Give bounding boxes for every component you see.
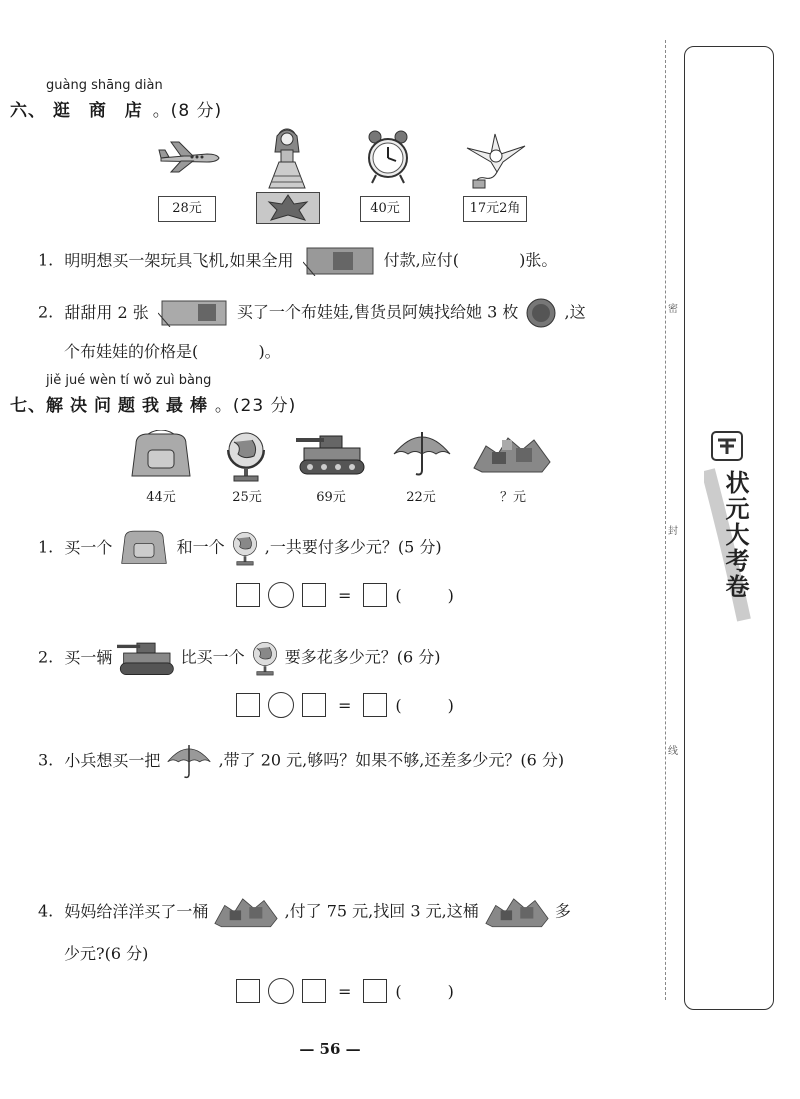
question-number: 2. [38, 302, 54, 322]
question-text: ,一共要付多少元？(5 分) [264, 537, 442, 557]
section7-title-char: 解 [46, 396, 64, 416]
item-price: 25元 [232, 490, 262, 505]
cut-mark: 线 [668, 746, 678, 757]
backpack-icon [128, 430, 194, 482]
coin-icon [525, 297, 557, 329]
item-price: 69元 [316, 490, 346, 505]
doll-icon [265, 126, 309, 192]
price-tag: 40元 [360, 196, 410, 222]
question-text: ,带了 20 元,够吗？如果不够,还差多少元？(6 分) [218, 750, 565, 770]
answer-box[interactable] [302, 583, 326, 607]
section7-pinyin: jiě jué wèn tí wǒ zuì bàng [46, 373, 212, 388]
section6-score: 。(8 分) [152, 101, 223, 121]
umbrella-icon [165, 742, 213, 780]
question-text: ,付了 75 元,找回 3 元,这桶 [284, 901, 479, 921]
equals-sign: = [338, 981, 352, 1001]
unit-paren-close: ) [447, 695, 454, 715]
banknote-10-yuan-icon [158, 299, 228, 327]
brand-name: 状元大考卷 [721, 470, 749, 600]
question-number: 4. [38, 901, 54, 921]
question-text: 比买一个 [180, 647, 245, 667]
globe-icon [224, 428, 268, 484]
section7-score: 。(23 分) [214, 396, 297, 416]
backpack-icon [117, 528, 171, 568]
toy-tank-icon [117, 638, 175, 678]
globe-icon [230, 528, 260, 568]
alarm-clock-icon [366, 128, 410, 186]
answer-box[interactable] [363, 979, 387, 1003]
price-tag-hidden [256, 192, 320, 224]
section7-title-char: 棒 [190, 396, 208, 416]
unit-paren-close: ) [447, 585, 454, 605]
section7-title-char: 我 [142, 396, 160, 416]
section7-title-char: 决 [70, 396, 88, 416]
section6-title-char: 商 [88, 101, 118, 121]
question-text: 个布娃娃的价格是( [64, 342, 199, 361]
answer-box[interactable] [236, 979, 260, 1003]
question-6-1 [38, 246, 557, 276]
section6-number: 六、 [10, 101, 46, 121]
question-text: 小兵想买一把 [64, 750, 161, 770]
equation-row [236, 692, 454, 718]
brand-logo [704, 430, 754, 630]
toy-bucket-icon [213, 894, 279, 930]
question-text: 妈妈给洋洋买了一桶 [64, 901, 209, 921]
star-sticker-icon [257, 193, 319, 223]
page-number: — 56 — [299, 1040, 361, 1058]
item-price: 44元 [146, 490, 176, 505]
answer-box[interactable] [363, 583, 387, 607]
section6-heading [10, 96, 222, 121]
kite-icon [465, 130, 527, 190]
section6-pinyin: guàng shāng diàn [46, 78, 163, 93]
question-text: 明明想买一架玩具飞机,如果全用 [64, 250, 294, 270]
equals-sign: = [338, 585, 352, 605]
umbrella-icon [392, 428, 452, 478]
question-7-4-cont: 少元?(6 分) [64, 944, 149, 963]
section7-title-char: 题 [118, 396, 136, 416]
question-7-4 [38, 894, 571, 930]
question-text: 买一个 [64, 537, 113, 557]
cut-mark: 密 [668, 304, 678, 315]
section7-number: 七、 [10, 396, 46, 416]
question-text: 和一个 [176, 537, 225, 557]
question-text: 甜甜用 2 张 [64, 302, 149, 322]
question-text: 买了一个布娃娃,售货员阿姨找给她 3 枚 [236, 302, 519, 322]
question-6-2 [38, 297, 586, 329]
question-number: 1. [38, 250, 54, 270]
section7-heading [10, 391, 296, 416]
price-tag: 28元 [158, 196, 216, 222]
question-text: 要多花多少元？(6 分) [284, 647, 441, 667]
operator-circle[interactable] [268, 582, 294, 608]
operator-circle[interactable] [268, 978, 294, 1004]
section7-title-char: 问 [94, 396, 112, 416]
question-6-2-cont [64, 342, 281, 361]
globe-icon [250, 638, 280, 678]
question-7-3 [38, 742, 564, 780]
banknote-100-yuan-icon [303, 246, 375, 276]
section6-title-char: 店 [124, 101, 146, 121]
question-text: 买一辆 [64, 647, 113, 667]
unit-paren-open: ( [395, 585, 402, 605]
question-number: 1. [38, 537, 54, 557]
cut-mark: 封 [668, 526, 678, 537]
toy-bucket-icon [484, 894, 550, 930]
equation-row [236, 582, 454, 608]
toy-bucket-icon [472, 432, 552, 476]
operator-circle[interactable] [268, 692, 294, 718]
item-price: 22元 [406, 490, 436, 505]
airplane-icon [157, 140, 221, 174]
question-text: )张。 [519, 250, 558, 270]
question-text: 多 [554, 901, 571, 921]
question-7-2 [38, 638, 441, 678]
unit-paren-close: ) [447, 981, 454, 1001]
item-price: ？元 [499, 490, 526, 505]
answer-box[interactable] [302, 693, 326, 717]
price-tag: 17元2角 [463, 196, 527, 222]
toy-tank-icon [296, 430, 366, 478]
answer-box[interactable] [236, 583, 260, 607]
unit-paren-open: ( [395, 981, 402, 1001]
equals-sign: = [338, 695, 352, 715]
question-number: 3. [38, 750, 54, 770]
section6-title-char: 逛 [52, 101, 82, 121]
question-text: 付款,应付( [383, 250, 459, 270]
equation-row [236, 978, 454, 1004]
answer-box[interactable] [236, 693, 260, 717]
answer-box[interactable] [302, 979, 326, 1003]
question-7-1 [38, 528, 442, 568]
unit-paren-open: ( [395, 695, 402, 715]
question-number: 2. [38, 647, 54, 667]
section7-title-char: 最 [166, 396, 184, 416]
answer-box[interactable] [363, 693, 387, 717]
question-text: )。 [258, 342, 281, 361]
cut-line [665, 40, 666, 1000]
question-text: ,这 [564, 302, 586, 322]
